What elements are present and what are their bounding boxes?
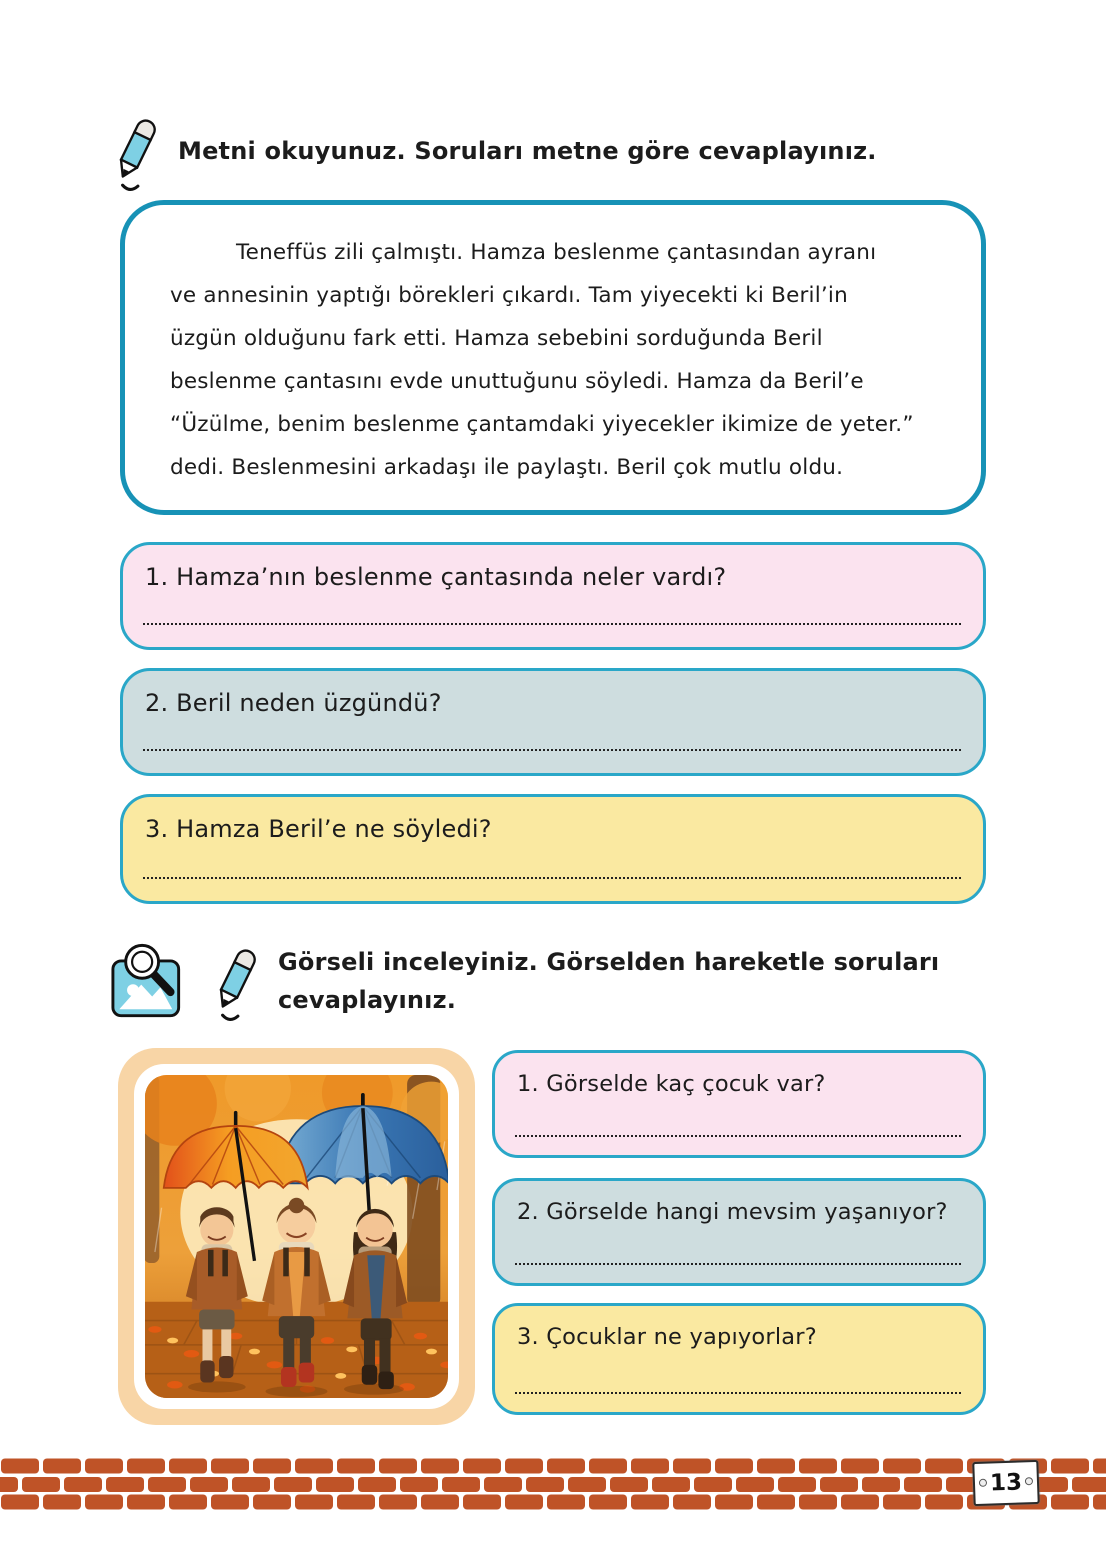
passage-line: beslenme çantasını evde unuttuğunu söyledi. Hamza da Beril’e (170, 369, 864, 394)
section1-instruction: Metni okuyunuz. Soruları metne göre cevaplayınız. (178, 137, 877, 165)
question-label: 2. Görselde hangi mevsim yaşanıyor? (517, 1199, 948, 1225)
passage-line: ve annesinin yaptığı börekleri çıkardı. Tam yiyecekti ki Beril’in (170, 283, 848, 308)
pencil-icon (110, 108, 164, 194)
passage-line: Teneffüs zili çalmıştı. Hamza beslenme çantasından ayranı (236, 240, 877, 265)
reading-passage-box (120, 200, 986, 515)
answer-line (143, 877, 961, 879)
answer-line (143, 749, 961, 751)
image-magnifier-icon (108, 939, 200, 1023)
pencil-icon (210, 938, 264, 1024)
answer-line (515, 1392, 961, 1394)
passage-line: “Üzülme, benim beslenme çantamdaki yiyecekler ikimize de yeter.” (170, 412, 914, 437)
question-label: 1. Hamza’nın beslenme çantasında neler vardı? (145, 563, 727, 591)
passage-line: dedi. Beslenmesini arkadaşı ile paylaştı. Beril çok mutlu oldu. (170, 455, 844, 480)
question-label: 3. Çocuklar ne yapıyorlar? (517, 1324, 817, 1350)
section2-instruction (278, 943, 939, 1019)
plate-screw-icon (1025, 1477, 1033, 1485)
brick-footer-band (0, 1458, 1106, 1510)
image-question-box-1 (492, 1050, 986, 1158)
children-umbrellas-photo (145, 1075, 448, 1398)
page-number-plate (972, 1460, 1039, 1506)
section1-header (110, 108, 970, 194)
photo-inner-border (134, 1064, 459, 1409)
plate-screw-icon (979, 1479, 987, 1487)
section2-instruction-line1: Görseli inceleyiniz. Görselden hareketle soruları (278, 948, 940, 976)
answer-line (515, 1263, 961, 1265)
question-label: 2. Beril neden üzgündü? (145, 689, 442, 717)
question-box-2 (120, 668, 986, 776)
answer-line (143, 623, 961, 625)
question-box-1 (120, 542, 986, 650)
passage-line: üzgün olduğunu fark etti. Hamza sebebini sorduğunda Beril (170, 326, 823, 351)
image-question-box-2 (492, 1178, 986, 1286)
photo-frame (118, 1048, 475, 1425)
image-question-box-3 (492, 1303, 986, 1415)
question-box-3 (120, 794, 986, 904)
question-label: 3. Hamza Beril’e ne söyledi? (145, 815, 492, 843)
section2-header (108, 938, 988, 1024)
section2-instruction-line2: cevaplayınız. (278, 986, 457, 1014)
answer-line (515, 1135, 961, 1137)
question-label: 1. Görselde kaç çocuk var? (517, 1071, 826, 1097)
page-number: 13 (989, 1469, 1023, 1497)
